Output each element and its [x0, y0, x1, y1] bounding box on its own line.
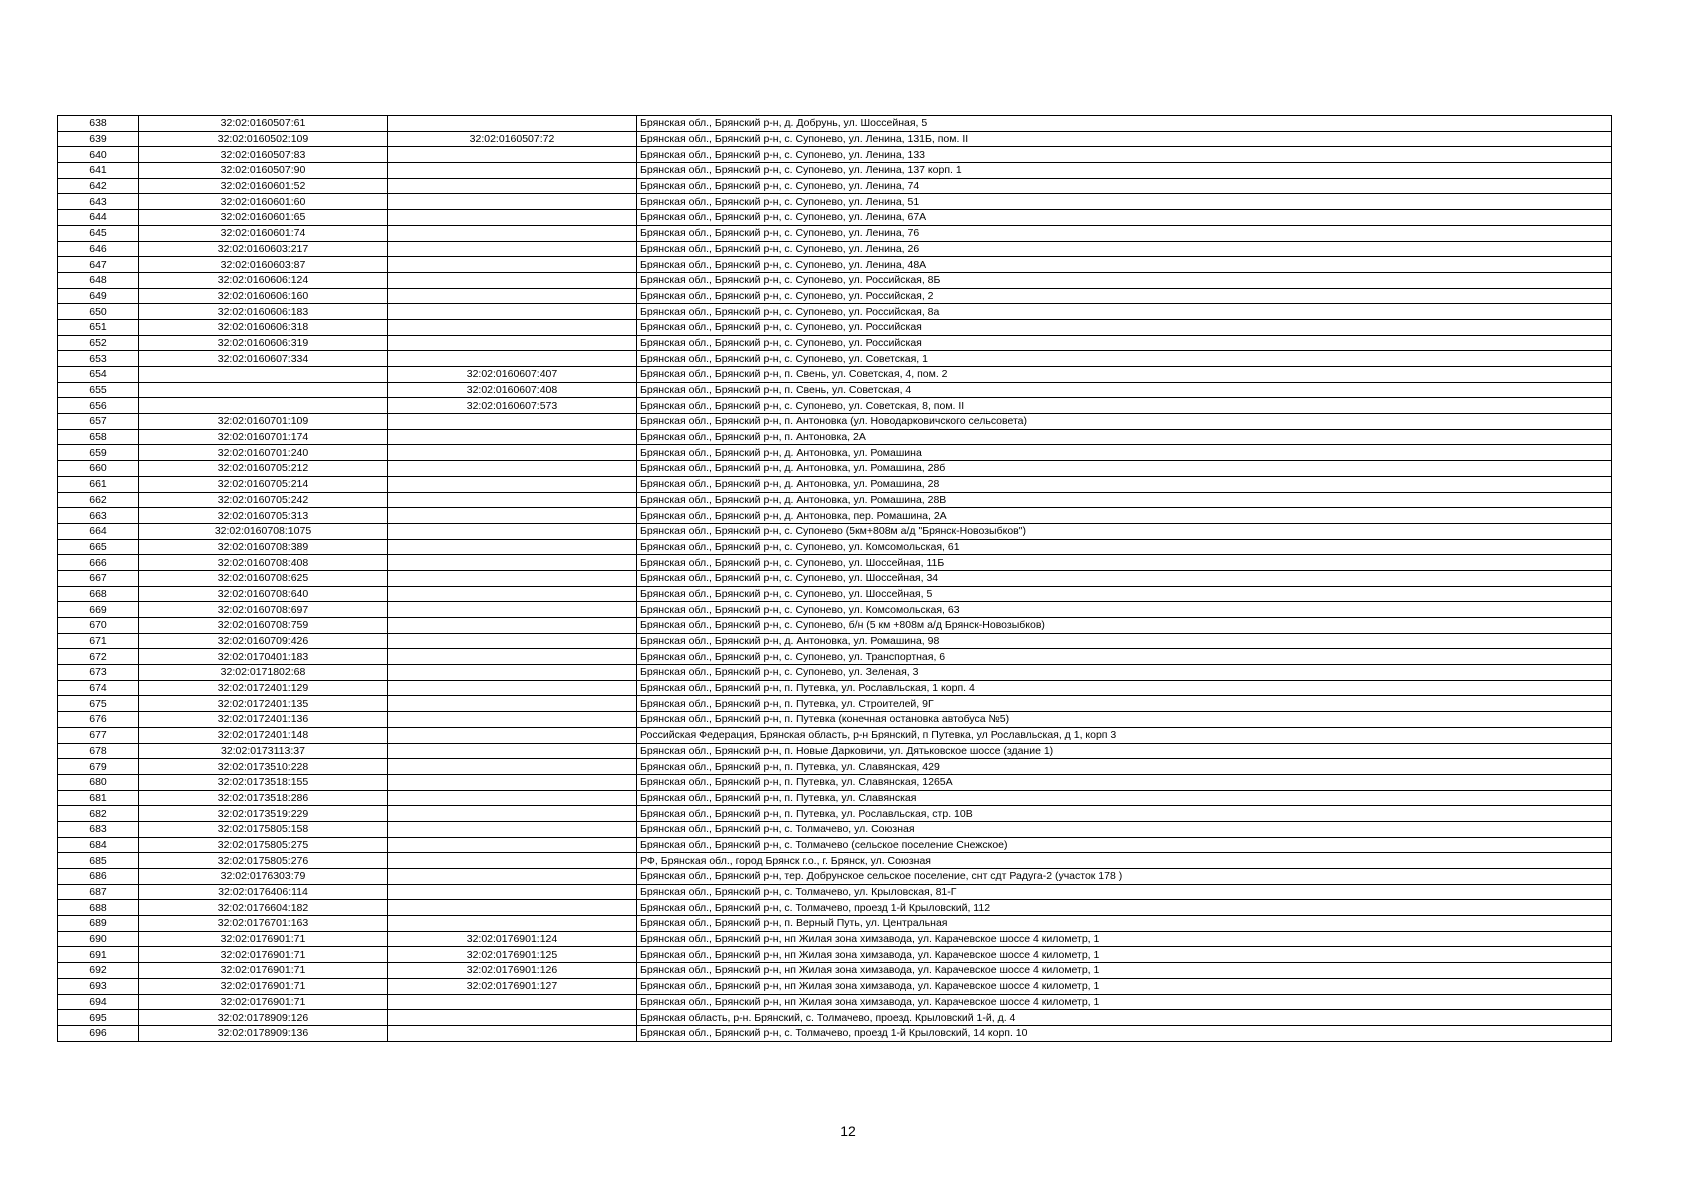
- cadastral-number-cell: [139, 382, 388, 398]
- cadastral-number-cell: 32:02:0173518:286: [139, 790, 388, 806]
- table-row: [58, 602, 1612, 618]
- address-cell: Брянская обл., Брянский р-н, п. Путевка (конечная остановка автобуса №5): [637, 712, 1612, 728]
- related-cadastral-number-cell: [388, 523, 637, 539]
- row-number-cell: 672: [58, 649, 139, 665]
- related-cadastral-number-cell: [388, 586, 637, 602]
- row-number-cell: 645: [58, 225, 139, 241]
- row-number-cell: 679: [58, 759, 139, 775]
- cadastral-number-cell: 32:02:0160705:313: [139, 508, 388, 524]
- related-cadastral-number-cell: [388, 633, 637, 649]
- row-number-cell: 695: [58, 1010, 139, 1026]
- address-cell: Брянская обл., Брянский р-н, с. Супонево, ул. Шоссейная, 34: [637, 570, 1612, 586]
- related-cadastral-number-cell: 32:02:0176901:125: [388, 947, 637, 963]
- table-row: [58, 649, 1612, 665]
- address-cell: Брянская обл., Брянский р-н, с. Супонево, ул. Российская, 8а: [637, 304, 1612, 320]
- table-row: [58, 288, 1612, 304]
- cadastral-number-cell: 32:02:0160601:52: [139, 178, 388, 194]
- cadastral-number-cell: 32:02:0160507:90: [139, 163, 388, 179]
- related-cadastral-number-cell: [388, 304, 637, 320]
- table-row: [58, 712, 1612, 728]
- cadastral-number-cell: 32:02:0176901:71: [139, 963, 388, 979]
- cadastral-number-cell: 32:02:0173510:228: [139, 759, 388, 775]
- row-number-cell: 670: [58, 618, 139, 634]
- row-number-cell: 649: [58, 288, 139, 304]
- row-number-cell: 671: [58, 633, 139, 649]
- cadastral-number-cell: 32:02:0173519:229: [139, 806, 388, 822]
- table-row: [58, 476, 1612, 492]
- related-cadastral-number-cell: [388, 225, 637, 241]
- address-cell: Брянская обл., Брянский р-н, нп Жилая зона химзавода, ул. Карачевское шоссе 4 километр, 1: [637, 978, 1612, 994]
- address-cell: Брянская обл., Брянский р-н, п. Путевка, ул. Рославльская, 1 корп. 4: [637, 680, 1612, 696]
- register-table-body: [58, 116, 1612, 1042]
- cadastral-number-cell: 32:02:0173518:155: [139, 774, 388, 790]
- row-number-cell: 639: [58, 131, 139, 147]
- address-cell: Брянская обл., Брянский р-н, с. Супонево, ул. Ленина, 133: [637, 147, 1612, 163]
- related-cadastral-number-cell: [388, 665, 637, 681]
- cadastral-number-cell: 32:02:0160603:87: [139, 257, 388, 273]
- table-row: [58, 461, 1612, 477]
- related-cadastral-number-cell: [388, 994, 637, 1010]
- table-row: [58, 821, 1612, 837]
- related-cadastral-number-cell: [388, 696, 637, 712]
- cadastral-number-cell: 32:02:0176406:114: [139, 884, 388, 900]
- address-cell: Брянская обл., Брянский р-н, с. Супонево, ул. Комсомольская, 63: [637, 602, 1612, 618]
- related-cadastral-number-cell: [388, 210, 637, 226]
- table-row: [58, 555, 1612, 571]
- address-cell: Брянская обл., Брянский р-н, с. Супонево, ул. Транспортная, 6: [637, 649, 1612, 665]
- row-number-cell: 641: [58, 163, 139, 179]
- related-cadastral-number-cell: [388, 194, 637, 210]
- table-row: [58, 194, 1612, 210]
- row-number-cell: 658: [58, 429, 139, 445]
- cadastral-number-cell: 32:02:0160606:160: [139, 288, 388, 304]
- table-row: [58, 272, 1612, 288]
- table-row: [58, 225, 1612, 241]
- related-cadastral-number-cell: [388, 821, 637, 837]
- cadastral-number-cell: 32:02:0160705:214: [139, 476, 388, 492]
- address-cell: Брянская обл., Брянский р-н, с. Супонево, ул. Ленина, 48А: [637, 257, 1612, 273]
- row-number-cell: 640: [58, 147, 139, 163]
- address-cell: Брянская обл., Брянский р-н, с. Супонево, ул. Российская, 2: [637, 288, 1612, 304]
- address-cell: Брянская обл., Брянский р-н, с. Супонево, ул. Советская, 8, пом. II: [637, 398, 1612, 414]
- cadastral-number-cell: 32:02:0171802:68: [139, 665, 388, 681]
- address-cell: Брянская обл., Брянский р-н, с. Толмачево (сельское поселение Снежское): [637, 837, 1612, 853]
- cadastral-number-cell: 32:02:0160607:334: [139, 351, 388, 367]
- register-table: [57, 115, 1612, 1042]
- cadastral-number-cell: 32:02:0160708:408: [139, 555, 388, 571]
- row-number-cell: 651: [58, 319, 139, 335]
- address-cell: Брянская обл., Брянский р-н, тер. Добрунское сельское поселение, снт сдт Радуга-2 (участок 178 ): [637, 869, 1612, 885]
- cadastral-number-cell: 32:02:0172401:135: [139, 696, 388, 712]
- related-cadastral-number-cell: [388, 257, 637, 273]
- related-cadastral-number-cell: [388, 492, 637, 508]
- cadastral-number-cell: [139, 367, 388, 383]
- address-cell: Брянская обл., Брянский р-н, п. Новые Дарковичи, ул. Дятьковское шоссе (здание 1): [637, 743, 1612, 759]
- row-number-cell: 655: [58, 382, 139, 398]
- page-number: 12: [840, 1123, 856, 1139]
- related-cadastral-number-cell: [388, 1025, 637, 1041]
- related-cadastral-number-cell: [388, 163, 637, 179]
- related-cadastral-number-cell: 32:02:0160607:573: [388, 398, 637, 414]
- table-row: [58, 853, 1612, 869]
- address-cell: Брянская обл., Брянский р-н, п. Путевка, ул. Славянская, 429: [637, 759, 1612, 775]
- cadastral-number-cell: 32:02:0176901:71: [139, 947, 388, 963]
- address-cell: Брянская обл., Брянский р-н, с. Супонево, ул. Ленина, 137 корп. 1: [637, 163, 1612, 179]
- address-cell: Брянская обл., Брянский р-н, с. Супонево, ул. Ленина, 131Б, пом. II: [637, 131, 1612, 147]
- address-cell: РФ, Брянская обл., город Брянск г.о., г. Брянск, ул. Союзная: [637, 853, 1612, 869]
- address-cell: Брянская обл., Брянский р-н, д. Антоновка, ул. Ромашина, 28В: [637, 492, 1612, 508]
- address-cell: Брянская обл., Брянский р-н, д. Антоновка, ул. Ромашина, 98: [637, 633, 1612, 649]
- related-cadastral-number-cell: [388, 774, 637, 790]
- table-row: [58, 806, 1612, 822]
- cadastral-number-cell: 32:02:0160701:240: [139, 445, 388, 461]
- row-number-cell: 647: [58, 257, 139, 273]
- address-cell: Брянская обл., Брянский р-н, д. Добрунь, ул. Шоссейная, 5: [637, 116, 1612, 132]
- row-number-cell: 689: [58, 916, 139, 932]
- table-row: [58, 869, 1612, 885]
- row-number-cell: 690: [58, 931, 139, 947]
- row-number-cell: 644: [58, 210, 139, 226]
- address-cell: Брянская область, р-н. Брянский, с. Толмачево, проезд. Крыловский 1-й, д. 4: [637, 1010, 1612, 1026]
- related-cadastral-number-cell: [388, 743, 637, 759]
- table-row: [58, 398, 1612, 414]
- cadastral-number-cell: 32:02:0176604:182: [139, 900, 388, 916]
- address-cell: Брянская обл., Брянский р-н, с. Толмачево, проезд 1-й Крыловский, 14 корп. 10: [637, 1025, 1612, 1041]
- table-row: [58, 994, 1612, 1010]
- address-cell: Брянская обл., Брянский р-н, п. Верный Путь, ул. Центральная: [637, 916, 1612, 932]
- address-cell: Брянская обл., Брянский р-н, п. Антоновка, 2А: [637, 429, 1612, 445]
- row-number-cell: 657: [58, 414, 139, 430]
- related-cadastral-number-cell: [388, 178, 637, 194]
- cadastral-number-cell: 32:02:0160502:109: [139, 131, 388, 147]
- table-row: [58, 257, 1612, 273]
- row-number-cell: 685: [58, 853, 139, 869]
- address-cell: Брянская обл., Брянский р-н, с. Толмачево, ул. Союзная: [637, 821, 1612, 837]
- address-cell: Брянская обл., Брянский р-н, с. Толмачево, ул. Крыловская, 81-Г: [637, 884, 1612, 900]
- related-cadastral-number-cell: [388, 649, 637, 665]
- related-cadastral-number-cell: [388, 1010, 637, 1026]
- cadastral-number-cell: 32:02:0176901:71: [139, 994, 388, 1010]
- table-row: [58, 382, 1612, 398]
- related-cadastral-number-cell: [388, 272, 637, 288]
- table-row: [58, 508, 1612, 524]
- row-number-cell: 643: [58, 194, 139, 210]
- row-number-cell: 667: [58, 570, 139, 586]
- address-cell: Брянская обл., Брянский р-н, с. Супонево, ул. Ленина, 76: [637, 225, 1612, 241]
- cadastral-number-cell: 32:02:0160606:183: [139, 304, 388, 320]
- cadastral-number-cell: 32:02:0160708:759: [139, 618, 388, 634]
- cadastral-number-cell: 32:02:0170401:183: [139, 649, 388, 665]
- address-cell: Брянская обл., Брянский р-н, д. Антоновка, ул. Ромашина, 28: [637, 476, 1612, 492]
- cadastral-number-cell: 32:02:0175805:158: [139, 821, 388, 837]
- table-row: [58, 131, 1612, 147]
- related-cadastral-number-cell: [388, 727, 637, 743]
- address-cell: Брянская обл., Брянский р-н, с. Супонево, ул. Ленина, 26: [637, 241, 1612, 257]
- table-row: [58, 665, 1612, 681]
- cadastral-number-cell: 32:02:0172401:148: [139, 727, 388, 743]
- row-number-cell: 691: [58, 947, 139, 963]
- related-cadastral-number-cell: 32:02:0160507:72: [388, 131, 637, 147]
- related-cadastral-number-cell: [388, 869, 637, 885]
- related-cadastral-number-cell: 32:02:0176901:127: [388, 978, 637, 994]
- related-cadastral-number-cell: [388, 806, 637, 822]
- address-cell: Брянская обл., Брянский р-н, с. Супонево, ул. Шоссейная, 11Б: [637, 555, 1612, 571]
- cadastral-number-cell: 32:02:0160708:389: [139, 539, 388, 555]
- address-cell: Брянская обл., Брянский р-н, с. Супонево, ул. Ленина, 74: [637, 178, 1612, 194]
- cadastral-number-cell: 32:02:0160705:242: [139, 492, 388, 508]
- row-number-cell: 692: [58, 963, 139, 979]
- table-row: [58, 884, 1612, 900]
- related-cadastral-number-cell: [388, 116, 637, 132]
- table-row: [58, 445, 1612, 461]
- table-row: [58, 586, 1612, 602]
- row-number-cell: 660: [58, 461, 139, 477]
- related-cadastral-number-cell: [388, 790, 637, 806]
- table-row: [58, 900, 1612, 916]
- row-number-cell: 675: [58, 696, 139, 712]
- row-number-cell: 696: [58, 1025, 139, 1041]
- cadastral-number-cell: 32:02:0160701:109: [139, 414, 388, 430]
- cadastral-number-cell: 32:02:0160601:65: [139, 210, 388, 226]
- row-number-cell: 638: [58, 116, 139, 132]
- table-row: [58, 774, 1612, 790]
- address-cell: Брянская обл., Брянский р-н, д. Антоновка, ул. Ромашина, 28б: [637, 461, 1612, 477]
- table-row: [58, 304, 1612, 320]
- table-row: [58, 759, 1612, 775]
- address-cell: Российская Федерация, Брянская область, р-н Брянский, п Путевка, ул Рославльская, д 1, корп 3: [637, 727, 1612, 743]
- table-row: [58, 916, 1612, 932]
- table-row: [58, 319, 1612, 335]
- address-cell: Брянская обл., Брянский р-н, с. Супонево, ул. Российская: [637, 319, 1612, 335]
- cadastral-number-cell: 32:02:0176901:71: [139, 931, 388, 947]
- related-cadastral-number-cell: [388, 712, 637, 728]
- related-cadastral-number-cell: [388, 445, 637, 461]
- row-number-cell: 673: [58, 665, 139, 681]
- address-cell: Брянская обл., Брянский р-н, п. Путевка, ул. Славянская, 1265А: [637, 774, 1612, 790]
- address-cell: Брянская обл., Брянский р-н, с. Супонево, ул. Советская, 1: [637, 351, 1612, 367]
- cadastral-number-cell: 32:02:0172401:136: [139, 712, 388, 728]
- cadastral-number-cell: 32:02:0172401:129: [139, 680, 388, 696]
- table-row: [58, 178, 1612, 194]
- address-cell: Брянская обл., Брянский р-н, с. Супонево, ул. Зеленая, 3: [637, 665, 1612, 681]
- row-number-cell: 664: [58, 523, 139, 539]
- cadastral-number-cell: 32:02:0176701:163: [139, 916, 388, 932]
- row-number-cell: 648: [58, 272, 139, 288]
- row-number-cell: 653: [58, 351, 139, 367]
- cadastral-number-cell: [139, 398, 388, 414]
- cadastral-number-cell: 32:02:0176901:71: [139, 978, 388, 994]
- cadastral-number-cell: 32:02:0160708:640: [139, 586, 388, 602]
- row-number-cell: 661: [58, 476, 139, 492]
- address-cell: Брянская обл., Брянский р-н, с. Супонево, ул. Ленина, 51: [637, 194, 1612, 210]
- related-cadastral-number-cell: [388, 618, 637, 634]
- row-number-cell: 642: [58, 178, 139, 194]
- cadastral-number-cell: 32:02:0160701:174: [139, 429, 388, 445]
- related-cadastral-number-cell: [388, 461, 637, 477]
- table-row: [58, 570, 1612, 586]
- row-number-cell: 663: [58, 508, 139, 524]
- cadastral-number-cell: 32:02:0160603:217: [139, 241, 388, 257]
- cadastral-number-cell: 32:02:0160708:1075: [139, 523, 388, 539]
- address-cell: Брянская обл., Брянский р-н, д. Антоновка, ул. Ромашина: [637, 445, 1612, 461]
- cadastral-number-cell: 32:02:0178909:126: [139, 1010, 388, 1026]
- related-cadastral-number-cell: 32:02:0176901:124: [388, 931, 637, 947]
- row-number-cell: 694: [58, 994, 139, 1010]
- table-row: [58, 963, 1612, 979]
- row-number-cell: 652: [58, 335, 139, 351]
- address-cell: Брянская обл., Брянский р-н, с. Супонево, ул. Ленина, 67А: [637, 210, 1612, 226]
- row-number-cell: 677: [58, 727, 139, 743]
- table-row: [58, 931, 1612, 947]
- address-cell: Брянская обл., Брянский р-н, нп Жилая зона химзавода, ул. Карачевское шоссе 4 километр, 1: [637, 963, 1612, 979]
- row-number-cell: 682: [58, 806, 139, 822]
- table-row: [58, 210, 1612, 226]
- row-number-cell: 669: [58, 602, 139, 618]
- row-number-cell: 684: [58, 837, 139, 853]
- row-number-cell: 646: [58, 241, 139, 257]
- related-cadastral-number-cell: 32:02:0176901:126: [388, 963, 637, 979]
- cadastral-number-cell: 32:02:0160705:212: [139, 461, 388, 477]
- table-row: [58, 837, 1612, 853]
- cadastral-number-cell: 32:02:0160606:318: [139, 319, 388, 335]
- table-row: [58, 163, 1612, 179]
- table-row: [58, 978, 1612, 994]
- row-number-cell: 686: [58, 869, 139, 885]
- row-number-cell: 650: [58, 304, 139, 320]
- related-cadastral-number-cell: [388, 602, 637, 618]
- row-number-cell: 654: [58, 367, 139, 383]
- cadastral-number-cell: 32:02:0160709:426: [139, 633, 388, 649]
- cadastral-number-cell: 32:02:0160606:319: [139, 335, 388, 351]
- table-row: [58, 241, 1612, 257]
- row-number-cell: 678: [58, 743, 139, 759]
- table-row: [58, 633, 1612, 649]
- row-number-cell: 681: [58, 790, 139, 806]
- table-row: [58, 414, 1612, 430]
- cadastral-number-cell: 32:02:0160606:124: [139, 272, 388, 288]
- cadastral-number-cell: 32:02:0175805:275: [139, 837, 388, 853]
- cadastral-number-cell: 32:02:0173113:37: [139, 743, 388, 759]
- cadastral-number-cell: 32:02:0160708:625: [139, 570, 388, 586]
- related-cadastral-number-cell: [388, 853, 637, 869]
- row-number-cell: 656: [58, 398, 139, 414]
- row-number-cell: 668: [58, 586, 139, 602]
- related-cadastral-number-cell: [388, 241, 637, 257]
- related-cadastral-number-cell: [388, 884, 637, 900]
- row-number-cell: 676: [58, 712, 139, 728]
- related-cadastral-number-cell: [388, 508, 637, 524]
- related-cadastral-number-cell: [388, 429, 637, 445]
- address-cell: Брянская обл., Брянский р-н, с. Супонево, ул. Российская, 8Б: [637, 272, 1612, 288]
- address-cell: Брянская обл., Брянский р-н, с. Супонево (5км+808м а/д "Брянск-Новозыбков"): [637, 523, 1612, 539]
- related-cadastral-number-cell: 32:02:0160607:407: [388, 367, 637, 383]
- table-row: [58, 351, 1612, 367]
- related-cadastral-number-cell: [388, 570, 637, 586]
- row-number-cell: 665: [58, 539, 139, 555]
- related-cadastral-number-cell: [388, 476, 637, 492]
- address-cell: Брянская обл., Брянский р-н, п. Свень, ул. Советская, 4, пом. 2: [637, 367, 1612, 383]
- address-cell: Брянская обл., Брянский р-н, п. Свень, ул. Советская, 4: [637, 382, 1612, 398]
- address-cell: Брянская обл., Брянский р-н, п. Путевка, ул. Рославльская, стр. 10В: [637, 806, 1612, 822]
- cadastral-number-cell: 32:02:0176303:79: [139, 869, 388, 885]
- related-cadastral-number-cell: [388, 319, 637, 335]
- row-number-cell: 659: [58, 445, 139, 461]
- table-row: [58, 539, 1612, 555]
- address-cell: Брянская обл., Брянский р-н, д. Антоновка, пер. Ромашина, 2А: [637, 508, 1612, 524]
- table-row: [58, 429, 1612, 445]
- cadastral-number-cell: 32:02:0160708:697: [139, 602, 388, 618]
- cadastral-number-cell: 32:02:0160507:61: [139, 116, 388, 132]
- related-cadastral-number-cell: [388, 288, 637, 304]
- address-cell: Брянская обл., Брянский р-н, п. Путевка, ул. Строителей, 9Г: [637, 696, 1612, 712]
- address-cell: Брянская обл., Брянский р-н, нп Жилая зона химзавода, ул. Карачевское шоссе 4 километр, 1: [637, 931, 1612, 947]
- address-cell: Брянская обл., Брянский р-н, с. Супонево, ул. Российская: [637, 335, 1612, 351]
- table-row: [58, 727, 1612, 743]
- table-row: [58, 367, 1612, 383]
- cadastral-number-cell: 32:02:0178909:136: [139, 1025, 388, 1041]
- table-row: [58, 947, 1612, 963]
- row-number-cell: 674: [58, 680, 139, 696]
- row-number-cell: 680: [58, 774, 139, 790]
- address-cell: Брянская обл., Брянский р-н, п. Антоновка (ул. Новодарковичского сельсовета): [637, 414, 1612, 430]
- related-cadastral-number-cell: [388, 147, 637, 163]
- address-cell: Брянская обл., Брянский р-н, п. Путевка, ул. Славянская: [637, 790, 1612, 806]
- address-cell: Брянская обл., Брянский р-н, нп Жилая зона химзавода, ул. Карачевское шоссе 4 километр, 1: [637, 947, 1612, 963]
- cadastral-number-cell: 32:02:0160507:83: [139, 147, 388, 163]
- table-row: [58, 743, 1612, 759]
- address-cell: Брянская обл., Брянский р-н, нп Жилая зона химзавода, ул. Карачевское шоссе 4 километр, 1: [637, 994, 1612, 1010]
- related-cadastral-number-cell: 32:02:0160607:408: [388, 382, 637, 398]
- related-cadastral-number-cell: [388, 900, 637, 916]
- related-cadastral-number-cell: [388, 335, 637, 351]
- address-cell: Брянская обл., Брянский р-н, с. Толмачево, проезд 1-й Крыловский, 112: [637, 900, 1612, 916]
- cadastral-number-cell: 32:02:0160601:74: [139, 225, 388, 241]
- table-row: [58, 492, 1612, 508]
- table-row: [58, 1025, 1612, 1041]
- table-row: [58, 1010, 1612, 1026]
- table-row: [58, 335, 1612, 351]
- table-row: [58, 696, 1612, 712]
- related-cadastral-number-cell: [388, 916, 637, 932]
- related-cadastral-number-cell: [388, 680, 637, 696]
- table-row: [58, 790, 1612, 806]
- row-number-cell: 688: [58, 900, 139, 916]
- table-row: [58, 116, 1612, 132]
- related-cadastral-number-cell: [388, 837, 637, 853]
- table-row: [58, 523, 1612, 539]
- row-number-cell: 693: [58, 978, 139, 994]
- related-cadastral-number-cell: [388, 759, 637, 775]
- cadastral-number-cell: 32:02:0160601:60: [139, 194, 388, 210]
- related-cadastral-number-cell: [388, 539, 637, 555]
- row-number-cell: 662: [58, 492, 139, 508]
- table-row: [58, 618, 1612, 634]
- table-row: [58, 147, 1612, 163]
- cadastral-number-cell: 32:02:0175805:276: [139, 853, 388, 869]
- related-cadastral-number-cell: [388, 555, 637, 571]
- address-cell: Брянская обл., Брянский р-н, с. Супонево, ул. Комсомольская, 61: [637, 539, 1612, 555]
- row-number-cell: 666: [58, 555, 139, 571]
- row-number-cell: 687: [58, 884, 139, 900]
- related-cadastral-number-cell: [388, 351, 637, 367]
- address-cell: Брянская обл., Брянский р-н, с. Супонево, ул. Шоссейная, 5: [637, 586, 1612, 602]
- address-cell: Брянская обл., Брянский р-н, с. Супонево, б/н (5 км +808м а/д Брянск-Новозыбков): [637, 618, 1612, 634]
- row-number-cell: 683: [58, 821, 139, 837]
- table-row: [58, 680, 1612, 696]
- related-cadastral-number-cell: [388, 414, 637, 430]
